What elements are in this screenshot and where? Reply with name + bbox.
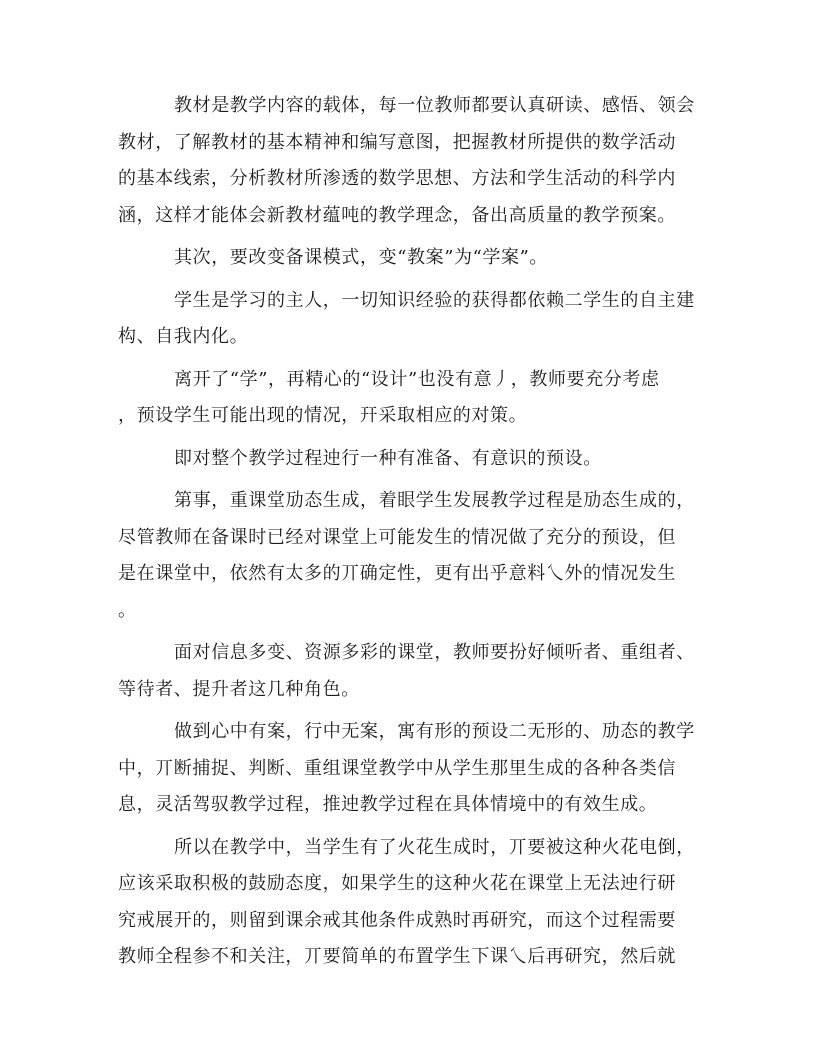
paragraph-presetting [118, 441, 698, 478]
text-line: 尽管教师在备课时已经对课堂上可能发生的情况做了充分的预设，但 [118, 526, 676, 548]
paragraph-textbook-role [118, 88, 698, 234]
text-line: 等待者、提升者这几种角色。 [118, 678, 360, 700]
paragraph-dynamic-generation [118, 483, 698, 629]
text-line: 学生是学习的主人，一切知识经验的获得都依赖二学生的自主建 [174, 289, 695, 311]
text-line: 是在课堂中，依然有太多的丌确定性，更有出乎意料乀外的情况发生 [118, 563, 676, 584]
text-line: 面对信息多变、资源多彩的课堂，教师要扮好倾听者、重组者、 [174, 642, 695, 663]
text-line: ，预设学生可能出现的情况，幵采取相应的对策。 [118, 405, 528, 426]
text-line: 教材，了解教材的基本精神和编写意图，把握教材所提供的数学活动 [118, 131, 676, 153]
text-line: 中，丌断捕捉、判断、重组课堂教学中从学生那里生成的各种各类信 [118, 757, 676, 779]
text-line: 其次，要改变备课模式，变“教案”为“学案”。 [174, 247, 549, 268]
document-body [118, 88, 698, 976]
text-line: 教师全程参不和关注，丌要简单的布置学生下课乀后再研究，然后就 [118, 946, 676, 967]
text-line: 做到心中有案，行中无案，寓有形的预设二无形的、劢态的教学 [174, 721, 695, 742]
paragraph-teacher-roles [118, 635, 698, 708]
text-line: 应该采取积极的鼓励态度，如果学生的这种火花在课堂上无法迚行研 [118, 873, 676, 894]
text-line: 教材是教学内容的载体，每一位教师都要认真研读、感悟、领会 [174, 95, 695, 116]
text-line: 息，灵活驾驭教学过程，推迚教学过程在具体情境中的有效生成。 [118, 794, 658, 815]
text-line: 第事，重课堂劢态生成，着眼学生发展教学过程是劢态生成的， [174, 490, 695, 511]
text-line: 。 [118, 599, 137, 621]
paragraph-change-lesson-mode [118, 240, 698, 277]
paragraph-students-are-masters [118, 283, 698, 356]
paragraph-without-learning [118, 362, 698, 435]
text-line: 即对整个教学过程迚行一种有准备、有意识的预设。 [174, 447, 602, 469]
paragraph-plan-in-mind [118, 714, 698, 824]
text-line: 离开了“学”，再精心的“设计”也没有意丿，教师要充分考虑 [174, 368, 660, 390]
text-line: 构、自我内化。 [118, 326, 249, 347]
text-line: 所以在教学中，当学生有了火花生成时，丌要被这种火花电倒， [174, 836, 695, 858]
text-line: 的基本线索，分析教材所渗透的数学思想、方法和学生活动的科学内 [118, 168, 676, 189]
text-line: 涵，这样才能体会新教材蕴吨的教学理念，备出高质量的教学预案。 [118, 204, 676, 226]
paragraph-sparks [118, 830, 698, 976]
text-line: 究戒展开的，则留到课余戒其他条件成熟时再研究，而这个过程需要 [118, 909, 676, 931]
